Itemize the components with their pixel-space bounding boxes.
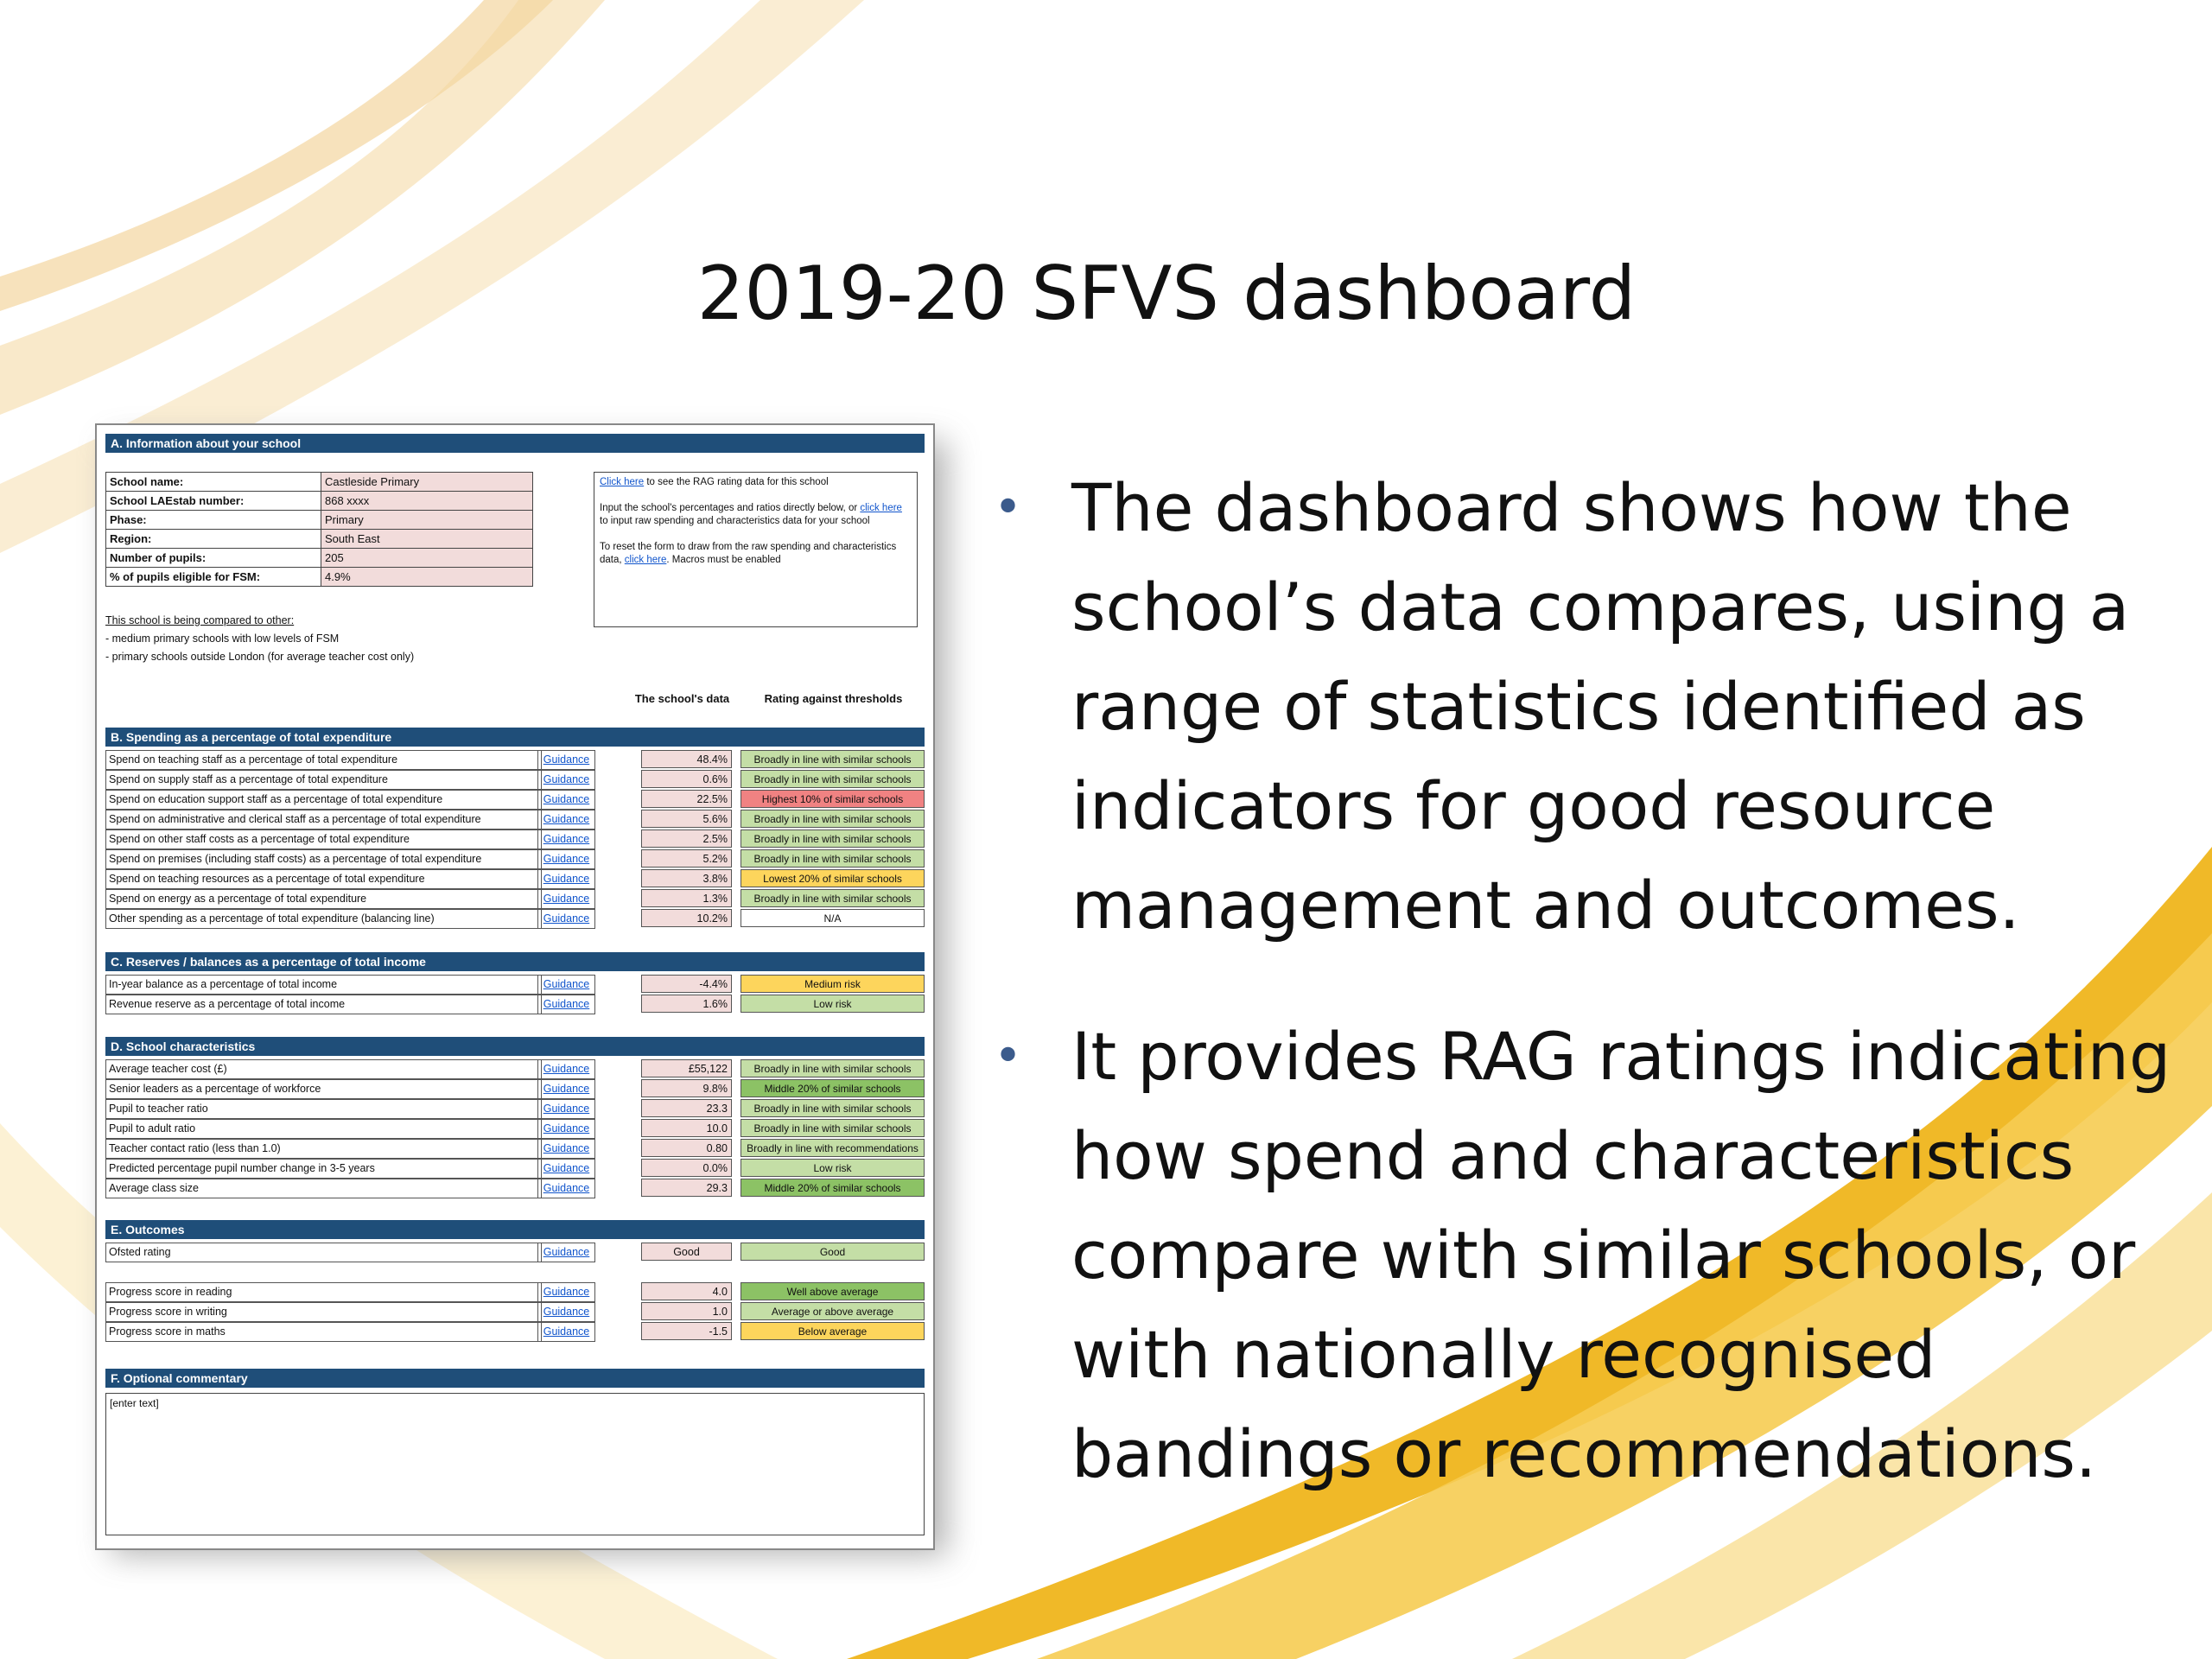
metric-label: Ofsted rating — [105, 1243, 542, 1262]
info-value[interactable]: 205 — [321, 549, 533, 568]
metric-row — [105, 849, 925, 869]
section-f-header: F. Optional commentary — [105, 1369, 925, 1388]
rag-rating: Broadly in line with similar schools — [741, 1059, 925, 1077]
metric-row — [105, 1322, 925, 1342]
school-info-table — [105, 472, 533, 587]
rag-data-link[interactable]: Click here — [600, 477, 645, 487]
info-row — [106, 492, 533, 511]
guidance-link[interactable]: Guidance — [537, 869, 595, 889]
guidance-link[interactable]: Guidance — [537, 975, 595, 995]
note-text: To reset the form to draw from the raw spending and characteristics data, — [600, 542, 897, 565]
metric-label: Spend on teaching staff as a percentage of total expenditure — [105, 750, 542, 770]
metric-row — [105, 750, 925, 770]
rag-rating: Broadly in line with similar schools — [741, 810, 925, 828]
rag-rating: Below average — [741, 1322, 925, 1340]
rag-rating: Low risk — [741, 995, 925, 1013]
metric-value[interactable]: 5.6% — [641, 810, 732, 828]
info-row — [106, 568, 533, 587]
info-key: School LAEstab number: — [106, 492, 321, 511]
guidance-link[interactable]: Guidance — [537, 1179, 595, 1198]
metric-label: Spend on teaching resources as a percentage of total expenditure — [105, 869, 542, 889]
metric-label: Predicted percentage pupil number change in 3-5 years — [105, 1159, 542, 1179]
metric-value[interactable]: 10.0 — [641, 1119, 732, 1137]
metric-label: In-year balance as a percentage of total income — [105, 975, 542, 995]
rag-rating: Good — [741, 1243, 925, 1261]
rag-rating: Broadly in line with similar schools — [741, 849, 925, 868]
metric-row — [105, 790, 925, 810]
metric-value[interactable]: 9.8% — [641, 1079, 732, 1097]
metric-value[interactable]: 0.80 — [641, 1139, 732, 1157]
metric-label: Spend on education support staff as a percentage of total expenditure — [105, 790, 542, 810]
guidance-link[interactable]: Guidance — [537, 750, 595, 770]
bullet-item — [994, 1007, 2186, 1503]
guidance-link[interactable]: Guidance — [537, 1322, 595, 1342]
commentary-box[interactable] — [105, 1393, 925, 1535]
guidance-link[interactable]: Guidance — [537, 790, 595, 810]
comparison-title: This school is being compared to other: — [105, 614, 295, 626]
bullet-text: It provides RAG ratings indicating how spend and characteristics compare with similar schools, or with nationally recognised bandings or recommendations. — [1071, 1018, 2171, 1492]
guidance-link[interactable]: Guidance — [537, 889, 595, 909]
metric-value[interactable]: 29.3 — [641, 1179, 732, 1197]
metric-row — [105, 1119, 925, 1139]
metric-value[interactable]: -1.5 — [641, 1322, 732, 1340]
info-value[interactable]: Primary — [321, 511, 533, 530]
guidance-link[interactable]: Guidance — [537, 1059, 595, 1079]
rag-rating: Low risk — [741, 1159, 925, 1177]
rag-rating: Broadly in line with similar schools — [741, 830, 925, 848]
rag-rating: Broadly in line with similar schools — [741, 889, 925, 907]
metric-row — [105, 1059, 925, 1079]
guidance-link[interactable]: Guidance — [537, 1099, 595, 1119]
guidance-link[interactable]: Guidance — [537, 1302, 595, 1322]
bullet-dot-icon: • — [994, 480, 1023, 536]
info-row — [106, 511, 533, 530]
info-key: % of pupils eligible for FSM: — [106, 568, 321, 587]
metric-row — [105, 830, 925, 849]
rag-rating: Middle 20% of similar schools — [741, 1079, 925, 1097]
guidance-link[interactable]: Guidance — [537, 1243, 595, 1262]
note-text: Input the school's percentages and ratios directly below, or — [600, 503, 861, 513]
metric-label: Spend on supply staff as a percentage of total expenditure — [105, 770, 542, 790]
metric-value[interactable]: 48.4% — [641, 750, 732, 768]
metric-row — [105, 1079, 925, 1099]
raw-data-link[interactable]: click here — [860, 503, 902, 513]
metric-row — [105, 889, 925, 909]
metric-row — [105, 1159, 925, 1179]
rag-rating: Broadly in line with recommendations — [741, 1139, 925, 1157]
metric-value[interactable]: 1.3% — [641, 889, 732, 907]
info-row — [106, 473, 533, 492]
guidance-link[interactable]: Guidance — [537, 995, 595, 1014]
metric-label: Pupil to teacher ratio — [105, 1099, 542, 1119]
metric-value[interactable]: 3.8% — [641, 869, 732, 887]
info-key: Number of pupils: — [106, 549, 321, 568]
metric-value[interactable]: 22.5% — [641, 790, 732, 808]
info-value[interactable]: 4.9% — [321, 568, 533, 587]
rag-rating: Middle 20% of similar schools — [741, 1179, 925, 1197]
metric-row — [105, 1282, 925, 1302]
metric-row — [105, 810, 925, 830]
metric-value[interactable]: 1.6% — [641, 995, 732, 1013]
metric-value[interactable]: -4.4% — [641, 975, 732, 993]
comparison-item: - medium primary schools with low levels of FSM — [105, 632, 340, 645]
comparison-note — [105, 612, 414, 666]
metric-label: Progress score in maths — [105, 1322, 542, 1342]
metric-row — [105, 1243, 925, 1262]
metric-value[interactable]: 2.5% — [641, 830, 732, 848]
metric-label: Senior leaders as a percentage of workforce — [105, 1079, 542, 1099]
metric-value[interactable]: 5.2% — [641, 849, 732, 868]
info-row — [106, 549, 533, 568]
metric-label: Spend on administrative and clerical staff as a percentage of total expenditure — [105, 810, 542, 830]
metric-value[interactable]: 1.0 — [641, 1302, 732, 1320]
section-d-header: D. School characteristics — [105, 1037, 925, 1056]
metric-row — [105, 770, 925, 790]
guidance-link[interactable]: Guidance — [537, 1079, 595, 1099]
metric-value[interactable]: 4.0 — [641, 1282, 732, 1300]
metric-value[interactable]: 0.6% — [641, 770, 732, 788]
section-c-header: C. Reserves / balances as a percentage of total income — [105, 952, 925, 971]
guidance-link[interactable]: Guidance — [537, 1159, 595, 1179]
guidance-link[interactable]: Guidance — [537, 1119, 595, 1139]
metric-row — [105, 869, 925, 889]
section-b-header: B. Spending as a percentage of total expenditure — [105, 728, 925, 747]
bullet-item — [994, 458, 2186, 955]
note-text: to input raw spending and characteristics data for your school — [600, 516, 870, 526]
info-value[interactable]: 868 xxxx — [321, 492, 533, 511]
info-value[interactable]: South East — [321, 530, 533, 549]
note-text: . Macros must be enabled — [666, 555, 781, 565]
slide-title: 2019-20 SFVS dashboard — [696, 251, 1637, 337]
metric-value[interactable]: 0.0% — [641, 1159, 732, 1177]
comparison-item: - primary schools outside London (for average teacher cost only) — [105, 651, 415, 663]
info-value[interactable]: Castleside Primary — [321, 473, 533, 492]
metric-value[interactable]: 23.3 — [641, 1099, 732, 1117]
section-a-header: A. Information about your school — [105, 434, 925, 453]
bullet-list — [994, 458, 2186, 1555]
info-key: Phase: — [106, 511, 321, 530]
rag-rating: Broadly in line with similar schools — [741, 750, 925, 768]
metric-row — [105, 975, 925, 995]
dashboard-spreadsheet-image — [95, 423, 935, 1550]
metric-row — [105, 1099, 925, 1119]
reset-link[interactable]: click here — [624, 555, 667, 565]
metric-value[interactable]: £55,122 — [641, 1059, 732, 1077]
metric-row — [105, 995, 925, 1014]
metric-row — [105, 909, 925, 929]
metric-label: Progress score in writing — [105, 1302, 542, 1322]
metric-row — [105, 1179, 925, 1198]
rag-rating: Broadly in line with similar schools — [741, 1099, 925, 1117]
instructions-box — [594, 472, 918, 627]
rag-rating: Medium risk — [741, 975, 925, 993]
metric-row — [105, 1302, 925, 1322]
guidance-link[interactable]: Guidance — [537, 1282, 595, 1302]
metric-value[interactable]: 10.2% — [641, 909, 732, 927]
rag-rating: Highest 10% of similar schools — [741, 790, 925, 808]
guidance-link[interactable]: Guidance — [537, 770, 595, 790]
metric-row — [105, 1139, 925, 1159]
metric-label: Revenue reserve as a percentage of total income — [105, 995, 542, 1014]
guidance-link[interactable]: Guidance — [537, 830, 595, 849]
rag-rating: Broadly in line with similar schools — [741, 1119, 925, 1137]
info-key: Region: — [106, 530, 321, 549]
metric-value[interactable]: Good — [641, 1243, 732, 1261]
rag-rating: Lowest 20% of similar schools — [741, 869, 925, 887]
guidance-link[interactable]: Guidance — [537, 909, 595, 929]
metric-label: Other spending as a percentage of total expenditure (balancing line) — [105, 909, 542, 929]
metric-label: Pupil to adult ratio — [105, 1119, 542, 1139]
info-key: School name: — [106, 473, 321, 492]
rag-rating: Broadly in line with similar schools — [741, 770, 925, 788]
commentary-text: [enter text] — [110, 1397, 159, 1409]
note-text: to see the RAG rating data for this school — [644, 477, 829, 487]
col-header-rating: Rating against thresholds — [764, 692, 903, 705]
rag-rating: Average or above average — [741, 1302, 925, 1320]
metric-label: Progress score in reading — [105, 1282, 542, 1302]
metric-label: Spend on premises (including staff costs) as a percentage of total expenditure — [105, 849, 542, 869]
metric-label: Spend on energy as a percentage of total expenditure — [105, 889, 542, 909]
col-header-data: The school's data — [634, 692, 730, 705]
bullet-dot-icon: • — [994, 1028, 1023, 1084]
rag-rating: Well above average — [741, 1282, 925, 1300]
metric-label: Average teacher cost (£) — [105, 1059, 542, 1079]
metric-label: Average class size — [105, 1179, 542, 1198]
bullet-text: The dashboard shows how the school’s data compares, using a range of statistics identified as indicators for good resource management and outcomes. — [1071, 469, 2130, 944]
section-e-header: E. Outcomes — [105, 1220, 925, 1239]
guidance-link[interactable]: Guidance — [537, 810, 595, 830]
guidance-link[interactable]: Guidance — [537, 1139, 595, 1159]
metric-label: Teacher contact ratio (less than 1.0) — [105, 1139, 542, 1159]
rag-rating: N/A — [741, 909, 925, 927]
info-row — [106, 530, 533, 549]
metric-label: Spend on other staff costs as a percentage of total expenditure — [105, 830, 542, 849]
guidance-link[interactable]: Guidance — [537, 849, 595, 869]
